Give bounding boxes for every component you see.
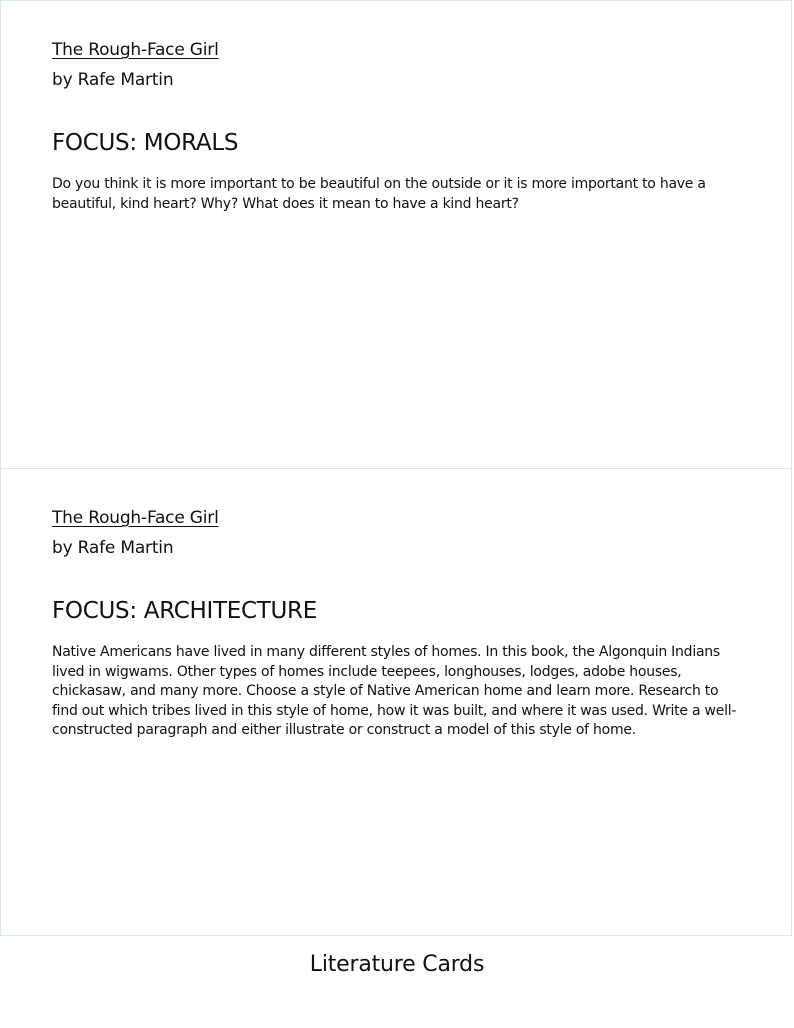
book-title: The Rough-Face Girl: [52, 40, 219, 60]
card-prompt: Native Americans have lived in many different styles of homes. In this book, the Algonquin Indians lived in wigwams. Other types of homes include teepees, longhouses, lodges, adobe houses, chickasaw, and many more. Choose a style of Native American home and learn more. Research to find out which tribes lived in this style of home, how it was built, and where it was used. Write a well-constructed paragraph and either illustrate or construct a model of this style of home.: [52, 644, 737, 738]
book-author: by Rafe Martin: [52, 70, 174, 90]
book-author: by Rafe Martin: [52, 538, 174, 558]
book-title: The Rough-Face Girl: [52, 508, 219, 528]
literature-card-morals: [0, 0, 792, 469]
card-content: [52, 507, 739, 741]
focus-heading: FOCUS: ARCHITECTURE: [52, 598, 317, 624]
page-footer-title: Literature Cards: [309, 952, 485, 977]
literature-card-architecture: [0, 468, 792, 936]
focus-heading: FOCUS: MORALS: [52, 130, 239, 156]
card-prompt: Do you think it is more important to be beautiful on the outside or it is more important to have a beautiful, kind heart? Why? What does it mean to have a kind heart?: [52, 176, 706, 212]
card-content: [52, 39, 739, 214]
